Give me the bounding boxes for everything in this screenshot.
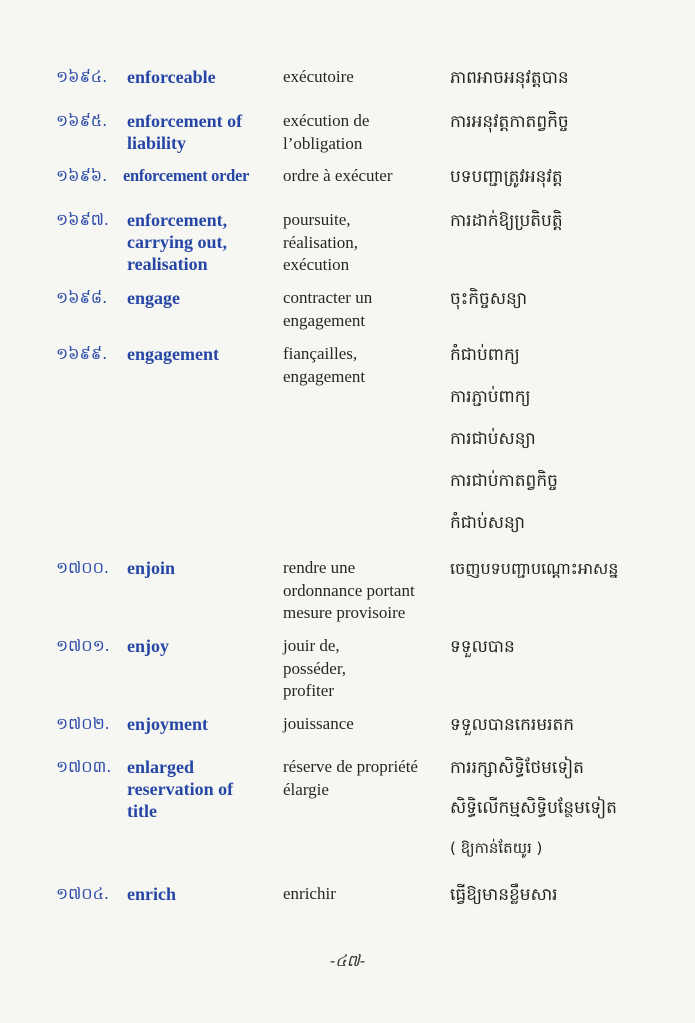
khmer-line: ការជាប់សន្យា <box>450 429 536 449</box>
khmer-line: ការជាប់កាតព្វកិច្ច <box>450 471 558 491</box>
entry-number: ១៦៩៩. <box>56 344 108 363</box>
english-term: enforcement order <box>123 166 250 185</box>
khmer-line: ( ឱ្យកាន់តែយូរ ) <box>450 839 543 857</box>
entry-number: ១៦៩៨. <box>56 288 108 307</box>
khmer-term <box>450 883 690 907</box>
french-term: réserve de propriété élargie <box>283 757 418 799</box>
entry-number: ១៧០១. <box>56 636 110 655</box>
entry-number: ១៧០០. <box>56 558 109 577</box>
khmer-term <box>450 343 690 535</box>
khmer-term <box>450 756 690 860</box>
khmer-term <box>450 209 690 233</box>
khmer-term <box>450 713 690 737</box>
english-term: engagement <box>127 344 219 364</box>
khmer-term <box>450 110 690 134</box>
page-number: -៤៧- <box>329 951 366 970</box>
entry-number: ១៦៩៦. <box>56 166 108 185</box>
entry-number: ១៧០៣. <box>56 757 112 776</box>
french-term: rendre une ordonnance portant mesure provisoire <box>283 558 415 622</box>
french-term: exécution de l’obligation <box>283 111 370 153</box>
entry-number: ១៦៩៥. <box>56 111 108 130</box>
khmer-line: សិទ្ធិលើកម្មសិទ្ធិបន្ថែមទៀត <box>450 798 617 818</box>
entry-number: ១៧០៤. <box>56 884 109 903</box>
khmer-term <box>450 165 690 189</box>
khmer-line: ទទួលបាន <box>450 637 515 657</box>
khmer-line: ទទួលបានកេរមរតក <box>450 715 575 735</box>
entry-number: ១៧០២. <box>56 714 110 733</box>
khmer-line: ភាពអាចអនុវត្តបាន <box>450 68 569 88</box>
english-term: enforcement of liability <box>127 111 243 153</box>
entry-number: ១៦៩៧. <box>56 210 109 229</box>
khmer-line: ចុះកិច្ចសន្យា <box>450 289 528 309</box>
khmer-line: ការភ្ជាប់ពាក្យ <box>450 387 531 407</box>
english-term: engage <box>127 288 180 308</box>
english-term: enforceable <box>127 67 216 87</box>
khmer-line: ការអនុវត្តកាតព្វកិច្ច <box>450 112 569 132</box>
english-term: enrich <box>127 884 176 904</box>
khmer-line: ការដាក់ឱ្យប្រតិបត្តិ <box>450 211 563 231</box>
french-term: jouissance <box>283 714 354 733</box>
french-term: poursuite, réalisation, exécution <box>283 210 359 274</box>
khmer-line: កំជាប់សន្យា <box>450 513 525 533</box>
entry-number: ១៦៩៤. <box>56 67 108 86</box>
khmer-line: កំជាប់ពាក្យ <box>450 345 520 365</box>
english-term: enlarged reservation of title <box>127 757 234 821</box>
khmer-line: បទបញ្ជាត្រូវអនុវត្ត <box>450 167 563 187</box>
english-term: enjoyment <box>127 714 208 734</box>
french-term: exécutoire <box>283 67 354 86</box>
french-term: fiançailles, engagement <box>283 344 366 386</box>
khmer-line: ការរក្សាសិទ្ធិថែមទៀត <box>450 758 584 778</box>
english-term: enforcement, carrying out, realisation <box>127 210 228 274</box>
khmer-term <box>450 635 690 659</box>
khmer-term <box>450 66 690 90</box>
khmer-line: ធ្វើឱ្យមានខ្លឹមសារ <box>450 885 558 905</box>
french-term: contracter un engagement <box>283 288 373 330</box>
khmer-line: ចេញបទបញ្ជាបណ្ដោះអាសន្ន <box>450 559 619 578</box>
english-term: enjoin <box>127 558 176 578</box>
french-term: ordre à exécuter <box>283 166 393 185</box>
french-term: jouir de, posséder, profiter <box>283 636 347 700</box>
khmer-term <box>450 287 690 311</box>
french-term: enrichir <box>283 884 336 903</box>
english-term: enjoy <box>127 636 169 656</box>
khmer-term <box>450 557 690 581</box>
